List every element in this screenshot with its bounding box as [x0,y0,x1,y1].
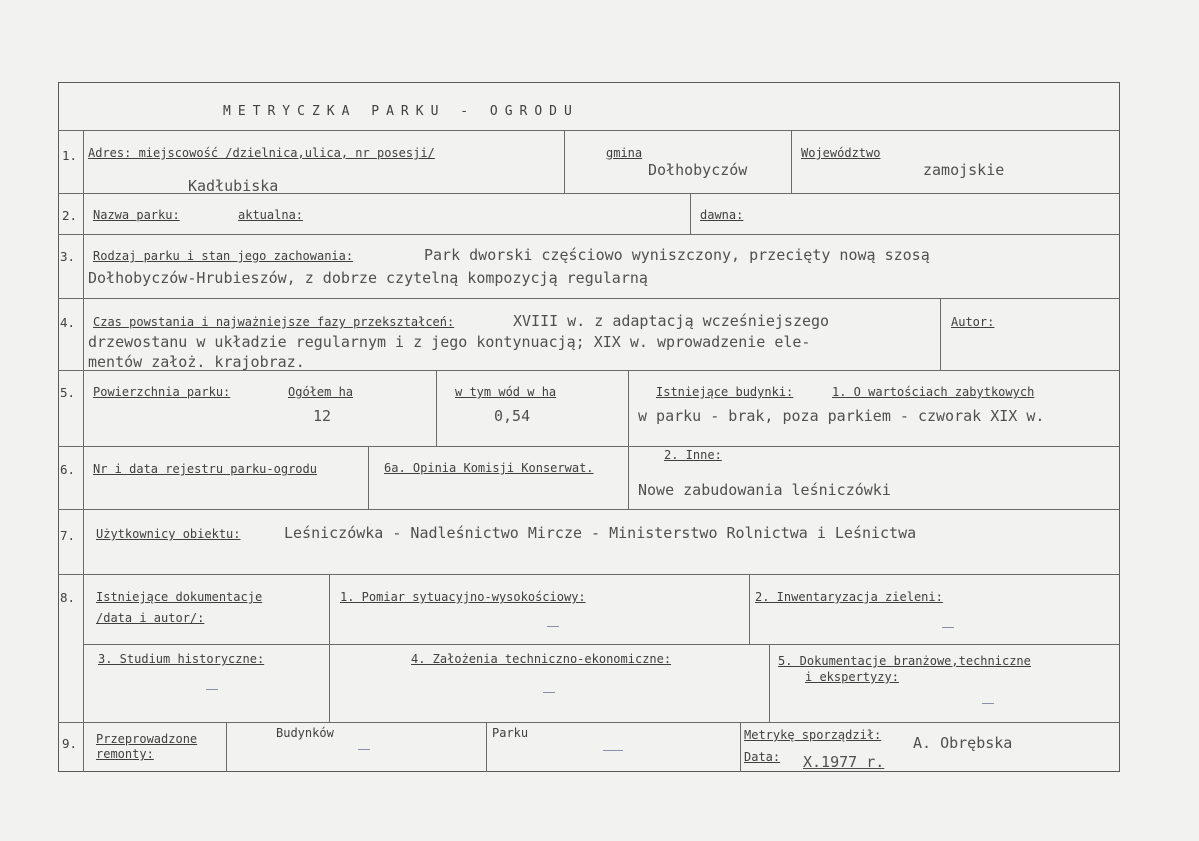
history-label: Czas powstania i najważniejsze fazy przekształceń: [93,315,455,329]
voivodeship-label: Województwo [801,146,881,160]
water-area-value: 0,54 [494,407,531,425]
row-7-number: 7. [60,528,76,543]
industry-docs-label-1: 5. Dokumentacje branżowe,techniczne [778,654,1031,668]
users-value: Leśniczówka - Nadleśnictwo Mircze - Ministerstwo Rolnictwa i Leśnictwa [284,524,917,542]
other-buildings-label: 2. Inne: [664,448,722,462]
users-label: Użytkownicy obiektu: [96,527,241,541]
row-6-number: 6. [60,462,76,477]
other-buildings-value: Nowe zabudowania leśniczówki [638,481,891,499]
row-9-number: 9. [62,736,78,751]
row-4-number: 4. [60,315,76,330]
prepared-by-label: Metrykę sporządził: [744,728,882,742]
buildings-label: Istniejące budynki: [656,385,794,399]
voivodeship-value: zamojskie [923,161,1005,179]
row-2-number: 2. [62,208,78,223]
gmina-value: Dołhobyczów [648,161,748,179]
card-title: METRYCZKA PARKU - OGRODU [223,104,579,119]
park-renovation-dash [603,750,623,751]
buildings-renovation-dash [358,749,370,750]
history-text-2: drzewostanu w układzie regularnym i z jego kontynuacją; XIX w. wprowadzenie ele- [88,333,811,351]
area-label: Powierzchnia parku: [93,385,231,399]
survey-dash [547,626,559,627]
date-value: X.1977 r. [803,753,885,771]
row-3-number: 3. [60,249,76,264]
park-type-text-1: Park dworski częściowo wyniszczony, przecięty nową szosą [424,246,930,264]
greenery-inventory-label: 2. Inwentaryzacja zieleni: [755,590,943,604]
prepared-by-value: A. Obrębska [913,734,1013,752]
author-label: Autor: [951,315,995,329]
row-5-number: 5. [60,385,76,400]
park-type-text-2: Dołhobyczów-Hrubieszów, z dobrze czytelną kompozycją regularną [88,269,648,287]
documentation-label-1: Istniejące dokumentacje [96,590,263,604]
historical-study-label: 3. Studium historyczne: [98,652,265,666]
row-1-number: 1. [62,148,78,163]
buildings-historic-label: 1. O wartościach zabytkowych [832,385,1035,399]
history-text-3: mentów założ. krajobraz. [88,353,305,371]
area-total-value: 12 [313,407,332,425]
renovations-label-1: Przeprowadzone [96,732,198,746]
registry-label: Nr i data rejestru parku-ogrodu [93,462,317,476]
park-record-card [58,82,1120,772]
park-renovation-label: Parku [492,726,529,740]
history-text-1: XVIII w. z adaptacją wcześniejszego [513,312,830,330]
gmina-label: gmina [606,146,643,160]
greenery-inventory-dash [942,627,954,628]
buildings-renovation-label: Budynków [276,726,334,740]
buildings-value: w parku - brak, poza parkiem - czworak XIX w. [638,407,1045,425]
row-8-number: 8. [60,590,76,605]
historical-study-dash [206,689,218,690]
address-label: Adres: miejscowość /dzielnica,ulica, nr posesji/ [88,146,435,160]
park-name-label: Nazwa parku: [93,208,180,222]
water-area-label: w tym wód w ha [455,385,557,399]
date-label: Data: [744,750,781,764]
technical-assumptions-label: 4. Założenia techniczno-ekonomiczne: [411,652,672,666]
park-name-former-label: dawna: [700,208,744,222]
area-total-label: Ogółem ha [288,385,354,399]
park-name-current-label: aktualna: [238,208,304,222]
address-value: Kadłubiska [188,177,279,195]
technical-assumptions-dash [543,692,555,693]
conservator-opinion-label: 6a. Opinia Komisji Konserwat. [384,461,594,475]
documentation-label-2: /data i autor/: [96,611,205,625]
renovations-label-2: remonty: [96,747,154,761]
industry-docs-label-2: i ekspertyzy: [805,670,899,684]
survey-label: 1. Pomiar sytuacyjno-wysokościowy: [340,590,586,604]
park-type-label: Rodzaj parku i stan jego zachowania: [93,249,354,263]
industry-docs-dash [982,703,994,704]
